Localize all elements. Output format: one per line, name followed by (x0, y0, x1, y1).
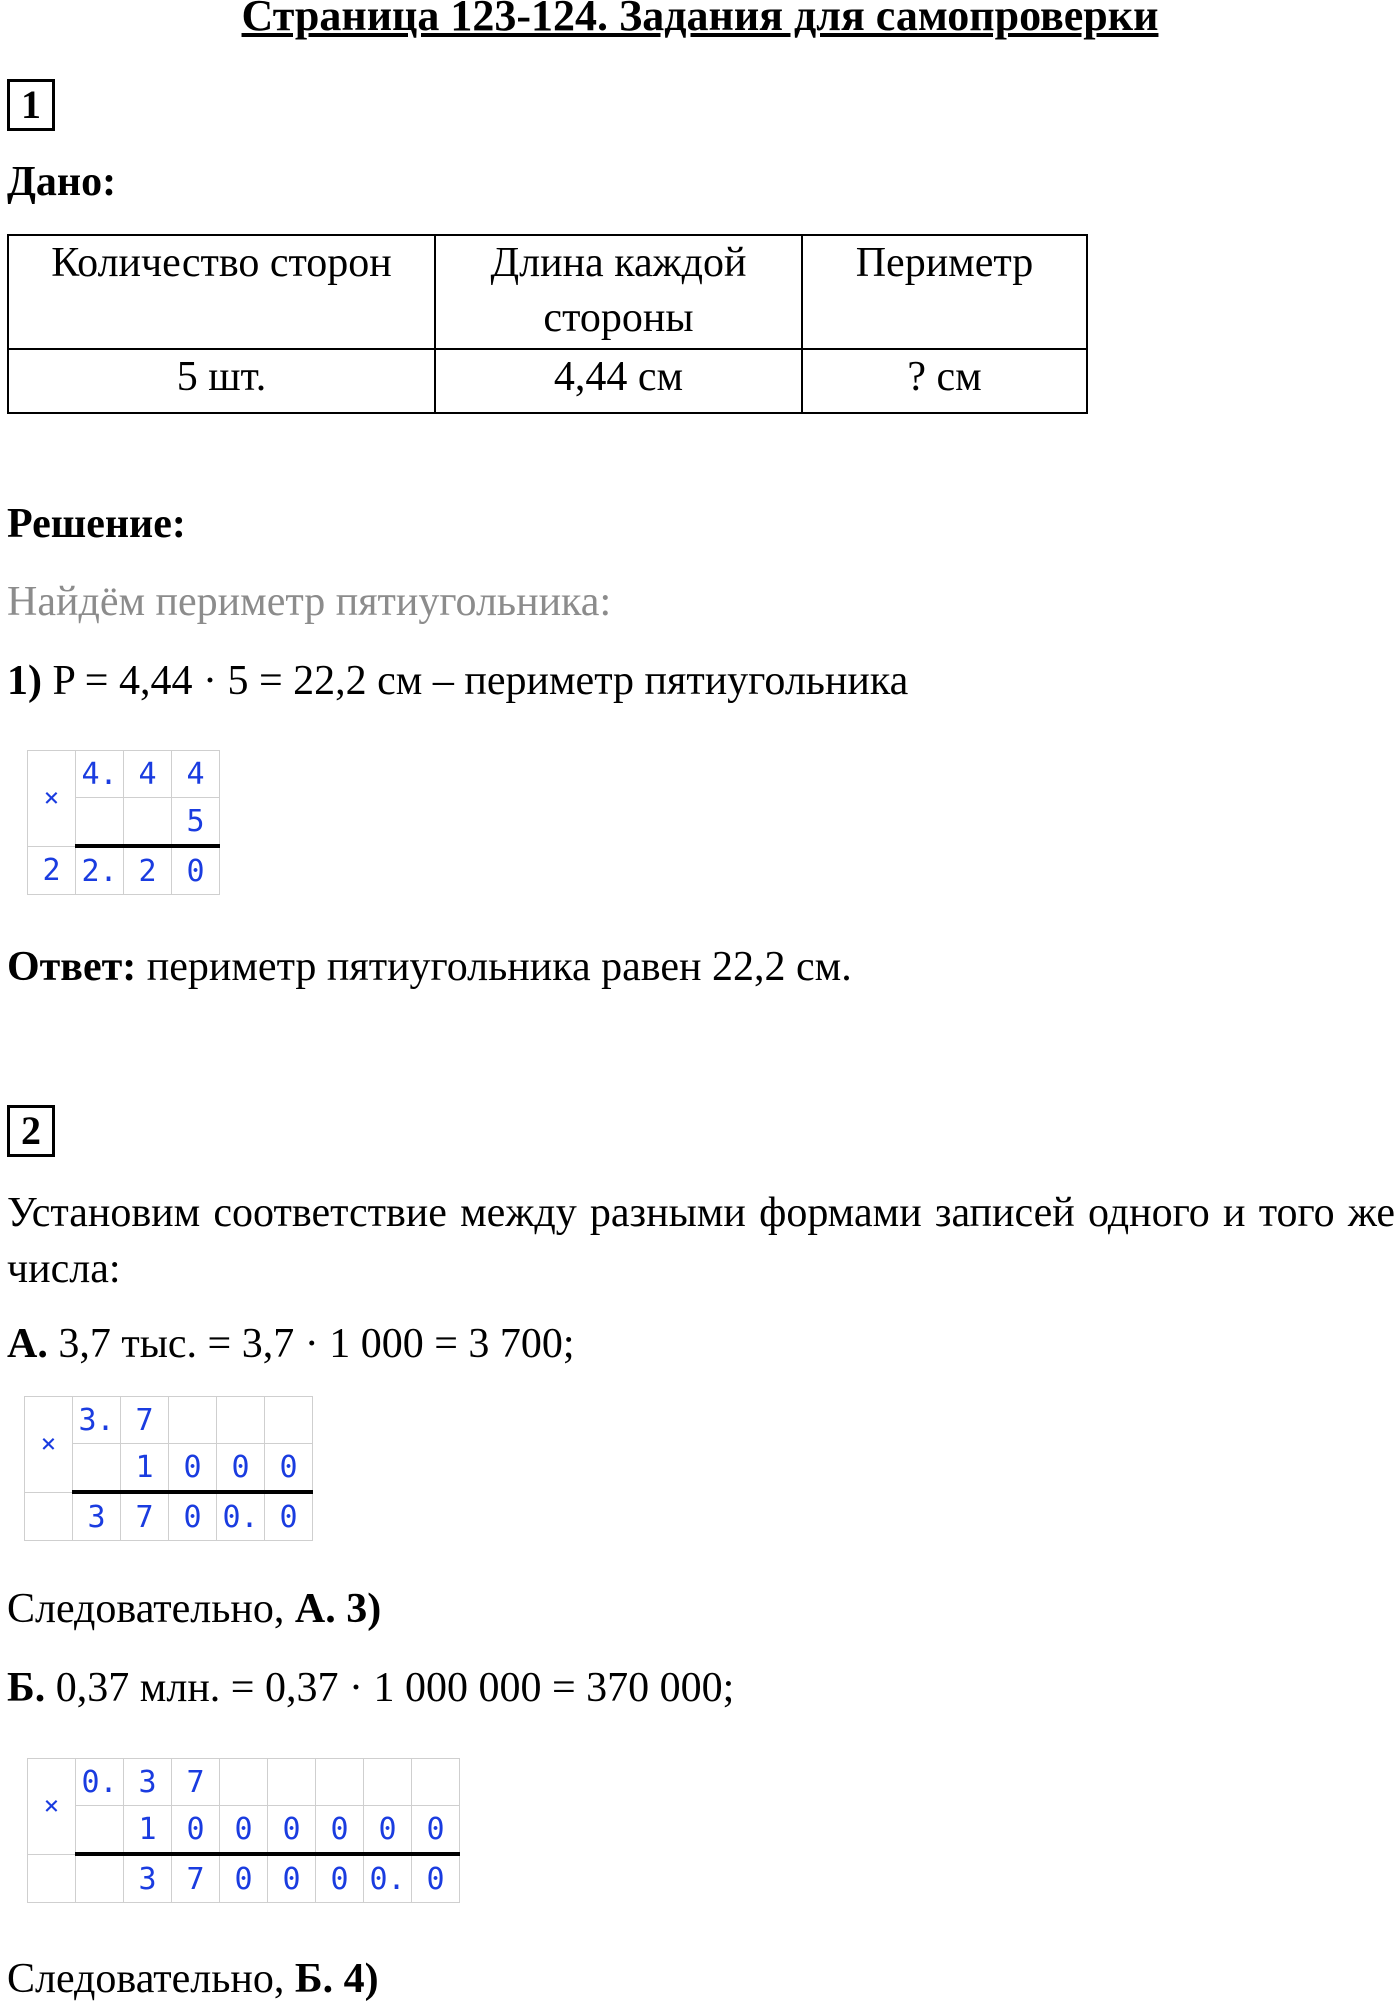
answer-label: Ответ: (7, 944, 137, 990)
grid-cell (28, 1854, 76, 1903)
item-a (7, 1320, 575, 1368)
result-a-prefix: Следовательно, (7, 1586, 295, 1632)
result-a-value: А. 3) (294, 1586, 382, 1632)
grid-cell (169, 1397, 217, 1444)
grid-cell: 0 (172, 846, 220, 895)
step-number: 1) (7, 658, 42, 704)
grid-cell: 0 (217, 1444, 265, 1493)
page-title: Страница 123-124. Задания для самопроверки (241, 0, 1159, 40)
grid-cell (76, 1806, 124, 1855)
item-a-formula: 3,7 тыс. = 3,7 · 1 000 = 3 700; (47, 1321, 575, 1367)
grid-cell: 0 (268, 1854, 316, 1903)
multiplication-grid-b (27, 1758, 460, 1903)
grid-cell: 0. (76, 1759, 124, 1806)
task-number-2: 2 (7, 1105, 55, 1157)
header-sides: Количество сторон (8, 235, 435, 349)
grid-cell (265, 1397, 313, 1444)
grid-cell: 2. (76, 846, 124, 895)
grid-cell: 0 (316, 1854, 364, 1903)
grid-cell: 7 (172, 1759, 220, 1806)
result-b (7, 1955, 379, 2003)
grid-cell: 7 (121, 1397, 169, 1444)
grid-cell: 4 (172, 751, 220, 798)
solution-label: Решение: (7, 501, 186, 547)
grid-cell: 0 (316, 1806, 364, 1855)
grid-cell: 2 (124, 846, 172, 895)
grid-cell: 4. (76, 751, 124, 798)
grid-cell: 0 (172, 1806, 220, 1855)
answer-1 (7, 943, 852, 991)
item-b-label: Б. (7, 1665, 46, 1711)
grid-cell: 0. (217, 1492, 265, 1541)
grid-cell: 4 (124, 751, 172, 798)
grid-cell (124, 798, 172, 847)
item-b-formula: 0,37 млн. = 0,37 · 1 000 000 = 370 000; (45, 1665, 735, 1711)
step-formula: P = 4,44 · 5 = 22,2 см – периметр пятиугольника (42, 658, 909, 704)
item-a-label: А. (7, 1321, 48, 1367)
grid-cell: 0 (364, 1806, 412, 1855)
grid-cell: 3 (124, 1854, 172, 1903)
cell-perimeter: ? см (802, 349, 1087, 413)
result-a (7, 1585, 381, 1633)
given-table (7, 234, 1088, 414)
step-1 (7, 657, 908, 705)
grid-cell: 0 (220, 1854, 268, 1903)
grid-cell: 5 (172, 798, 220, 847)
header-length-text: Длина каждой стороны (490, 240, 747, 341)
grid-cell (316, 1759, 364, 1806)
grid-cell: 7 (121, 1492, 169, 1541)
grid-cell (220, 1759, 268, 1806)
grid-cell: 1 (124, 1806, 172, 1855)
grid-cell (412, 1759, 460, 1806)
grid-cell: 0 (412, 1854, 460, 1903)
grid-cell: 2 (28, 846, 76, 895)
multiplication-grid-a (24, 1396, 313, 1541)
grid-cell: 3 (124, 1759, 172, 1806)
item-b (7, 1664, 734, 1712)
multiply-sign: × (25, 1397, 73, 1493)
grid-cell: 0 (265, 1444, 313, 1493)
grid-cell (217, 1397, 265, 1444)
grid-cell (25, 1492, 73, 1541)
grid-cell: 3 (73, 1492, 121, 1541)
hint-text: Найдём периметр пятиугольника: (7, 579, 612, 625)
grid-cell (364, 1759, 412, 1806)
grid-cell: 0 (220, 1806, 268, 1855)
grid-cell (76, 1854, 124, 1903)
multiplication-grid-1 (27, 750, 220, 895)
grid-cell: 1 (121, 1444, 169, 1493)
result-b-value: Б. 4) (294, 1956, 379, 2002)
grid-cell: 0 (268, 1806, 316, 1855)
multiply-sign: × (28, 1759, 76, 1855)
grid-cell: 0 (412, 1806, 460, 1855)
grid-cell: 0. (364, 1854, 412, 1903)
grid-cell: 7 (172, 1854, 220, 1903)
grid-cell: 0 (169, 1492, 217, 1541)
grid-cell: 0 (265, 1492, 313, 1541)
grid-cell: 3. (73, 1397, 121, 1444)
task-number-1: 1 (7, 79, 55, 131)
grid-cell (76, 798, 124, 847)
task2-intro: Установим соответствие между разными формами записей одного и того же числа: (7, 1190, 1395, 1292)
grid-cell: 0 (169, 1444, 217, 1493)
grid-cell (268, 1759, 316, 1806)
grid-cell (73, 1444, 121, 1493)
multiply-sign: × (28, 751, 76, 847)
given-label: Дано: (7, 159, 117, 205)
header-length (435, 235, 802, 349)
cell-sides: 5 шт. (8, 349, 435, 413)
cell-length: 4,44 см (435, 349, 802, 413)
answer-text: периметр пятиугольника равен 22,2 см. (136, 944, 852, 990)
header-perimeter: Периметр (802, 235, 1087, 349)
result-b-prefix: Следовательно, (7, 1956, 295, 2002)
